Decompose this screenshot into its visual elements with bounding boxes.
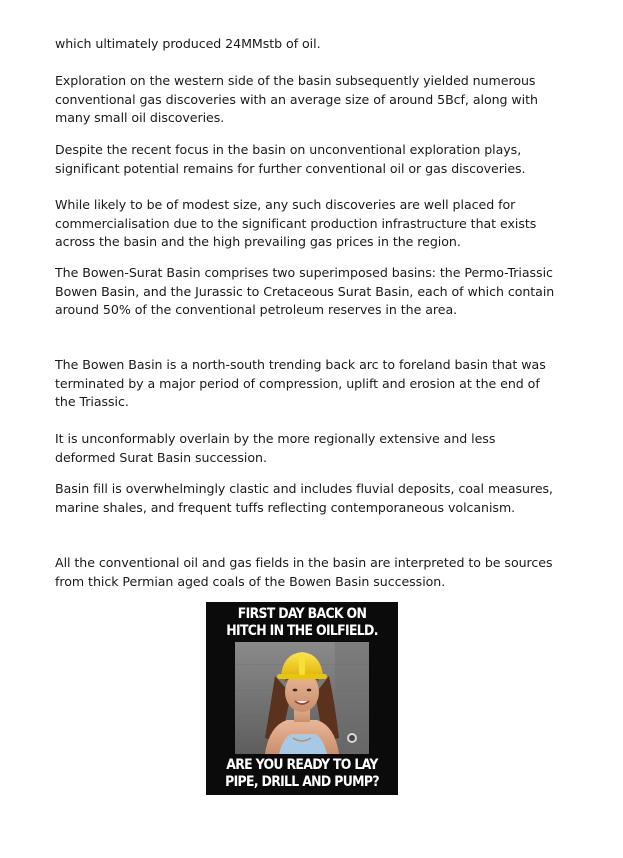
paragraph-basin-composition: The Bowen-Surat Basin comprises two superimposed basins: the Permo-Triassic Bowen Basin, and the Jurassic to Cretaceous Surat Basin, each of which contain around 50% of the conventional petroleum reserves in the area. — [55, 265, 555, 318]
meme-top-caption: FIRST DAY BACK ON HITCH IN THE OILFIELD. — [226, 606, 378, 639]
paragraph-conventional-potential: Despite the recent focus in the basin on unconventional exploration plays, significant potential remains for further conventional oil or gas discoveries. — [55, 142, 526, 176]
paragraph-commercialisation: While likely to be of modest size, any such discoveries are well placed for commercialisation due to the significant production infrastructure that exists across the basin and the high prevailing gas prices in the region. — [55, 197, 537, 250]
paragraph-surat-overlay: It is unconformably overlain by the more regionally extensive and less deformed Surat Basin succession. — [55, 431, 496, 465]
paragraph-source-rocks: All the conventional oil and gas fields in the basin are interpreted to be sources from thick Permian aged coals of the Bowen Basin succession. — [55, 555, 553, 589]
paragraph-basin-fill: Basin fill is overwhelmingly clastic and includes fluvial deposits, coal measures, marine shales, and frequent tuffs reflecting contemporaneous volcanism. — [55, 481, 553, 515]
paragraph-bowen-basin: The Bowen Basin is a north-south trending back arc to foreland basin that was terminated by a major period of compression, uplift and erosion at the end of the Triassic. — [55, 357, 546, 410]
hard-hat-photo — [235, 642, 369, 754]
paragraph-intro-continuation: which ultimately produced 24MMstb of oil. — [55, 36, 321, 51]
meme-bottom-caption: ARE YOU READY TO LAY PIPE, DRILL AND PUMP? — [225, 757, 379, 790]
meme-image — [206, 602, 398, 795]
paragraph-western-exploration: Exploration on the western side of the basin subsequently yielded numerous conventional gas discoveries with an average size of around 5Bcf, along with many small oil discoveries. — [55, 73, 538, 126]
